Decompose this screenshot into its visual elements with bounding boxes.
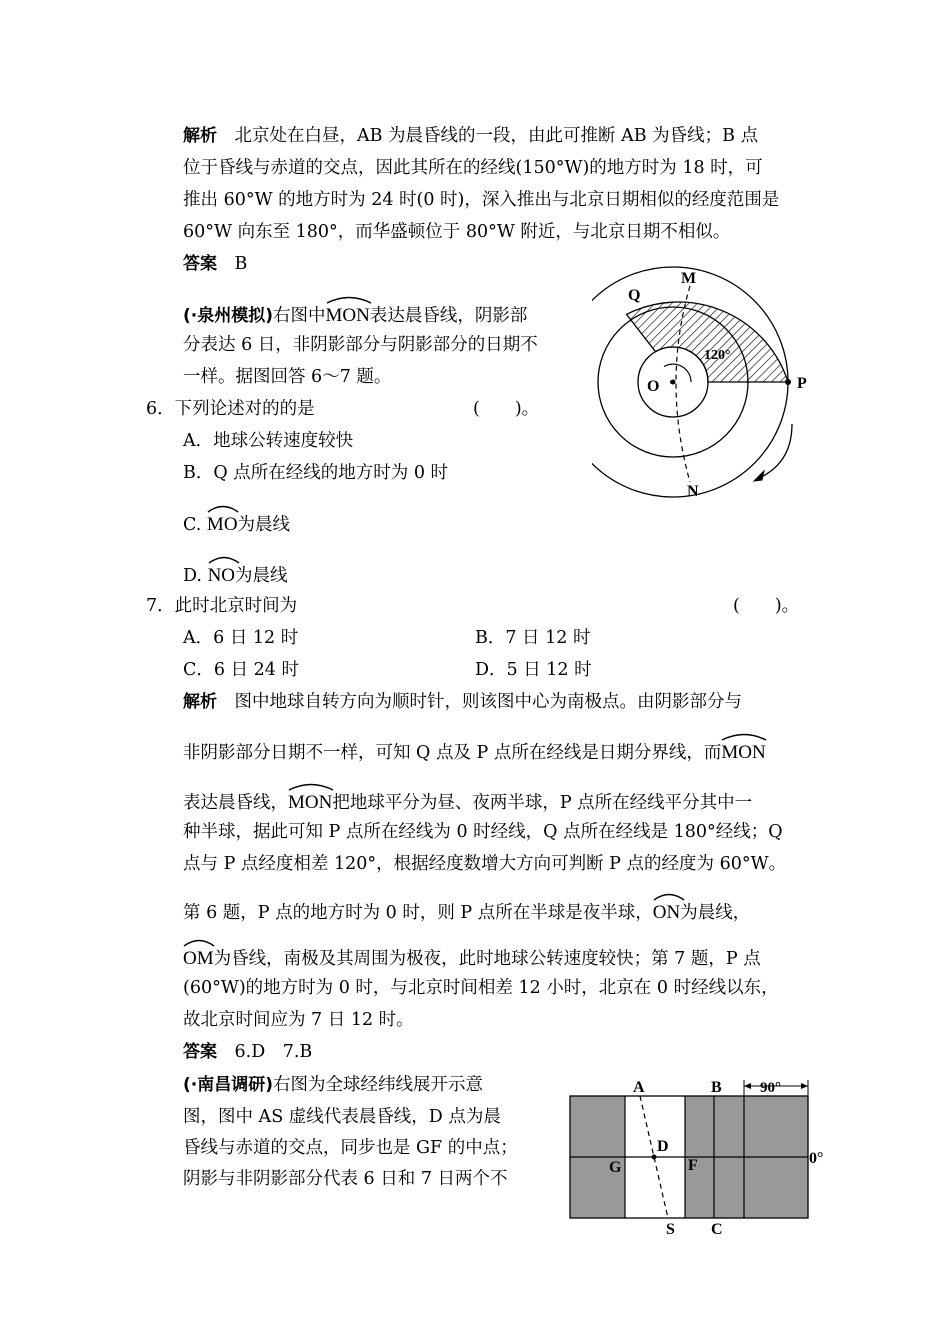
q6-option-d xyxy=(183,560,288,588)
arc-icon xyxy=(325,294,373,304)
answer-line-2 xyxy=(183,1040,312,1064)
arc-text: ON xyxy=(652,902,681,923)
analysis2-line-2 xyxy=(183,737,766,765)
answer-value: 6.D 7.B xyxy=(234,1042,313,1062)
arc-mo-label xyxy=(207,509,238,537)
arc-text: MO xyxy=(206,514,238,535)
analysis-line-3: 推出 60°W 的地方时为 24 时(0 时)，深入推出与北京日期相似的经度范围是 xyxy=(183,190,780,210)
arc-no-label xyxy=(208,560,235,588)
intro-line-1 xyxy=(183,300,527,328)
analysis-line-2: 位于昏线与赤道的交点，因此其所在的经线(150°W)的地方时为 18 时，可 xyxy=(183,158,763,178)
question-6-blank: ( )。 xyxy=(473,399,540,419)
option-letter: C. xyxy=(183,515,202,535)
answer-heading: 答案 xyxy=(183,254,217,274)
label-m: M xyxy=(681,270,697,287)
arc-text: MON xyxy=(325,305,370,326)
arc-icon xyxy=(207,554,241,564)
arc-icon xyxy=(182,937,216,947)
option-text: 为晨线 xyxy=(237,515,291,535)
arc-om-label xyxy=(183,943,214,971)
analysis-text: 表达晨昏线， xyxy=(183,793,288,813)
arc-icon xyxy=(206,503,240,513)
label-90: 90° xyxy=(760,1080,781,1096)
intro-text-b: 表达晨昏线，阴影部 xyxy=(369,306,528,326)
q7-option-b: B．7 日 12 时 xyxy=(475,628,591,648)
analysis2-line-7 xyxy=(183,943,761,971)
arc-text: NO xyxy=(207,565,236,586)
analysis-text: 图中地球自转方向为顺时针，则该图中心为南极点。由阴影部分与 xyxy=(234,692,742,712)
label-g: G xyxy=(609,1159,622,1176)
intro-line-2: 分表达 6 日，非阴影部分与阴影部分的日期不 xyxy=(183,335,538,355)
label-q: Q xyxy=(628,287,641,304)
point-p xyxy=(785,379,791,385)
intro2-line-3: 昏线与赤道的交点，同步也是 GF 的中点； xyxy=(183,1138,518,1158)
label-angle: 120° xyxy=(704,348,731,363)
arc-text: MON xyxy=(288,792,333,813)
q7-option-c: C．6 日 24 时 xyxy=(183,660,299,680)
analysis-text: 非阴影部分日期不一样，可知 Q 点及 P 点所在经线是日期分界线，而 xyxy=(183,743,722,763)
q6-option-a: A．地球公转速度较快 xyxy=(183,431,354,451)
analysis-text: 为晨线， xyxy=(680,903,751,923)
analysis-text: 把地球平分为昼、夜两半球，P 点所在经线平分其中一 xyxy=(332,793,753,813)
label-d: D xyxy=(657,1138,669,1155)
analysis2-line-3 xyxy=(183,787,752,815)
arc-icon xyxy=(287,781,335,791)
grid-diagram xyxy=(560,1072,840,1238)
arc-icon xyxy=(652,891,686,901)
analysis-line-4: 60°W 向东至 180°，而华盛顿位于 80°W 附近，与北京日期不相似。 xyxy=(183,222,731,242)
intro2-line-2: 图，图中 AS 虚线代表晨昏线，D 点为晨 xyxy=(183,1107,501,1127)
analysis2-line-9: 故北京时间应为 7 日 12 时。 xyxy=(183,1010,414,1030)
label-o: O xyxy=(647,378,660,395)
question-7-blank: ( )。 xyxy=(733,596,800,616)
analysis2-line-8: (60°W)的地方时为 0 时，与北京时间相差 12 小时，北京在 0 时经线以东， xyxy=(183,978,779,998)
arc-text: MON xyxy=(721,742,766,763)
label-a: A xyxy=(633,1079,645,1096)
q7-option-d: D．5 日 12 时 xyxy=(475,660,592,680)
arc-icon xyxy=(720,731,768,741)
analysis2-line-4: 种半球，据此可知 P 点所在经线为 0 时经线，Q 点所在经线是 180°经线；Q xyxy=(183,822,783,842)
arc-mon-label xyxy=(326,300,370,328)
question-6-stem: 6．下列论述对的的是 xyxy=(146,399,315,419)
label-c: C xyxy=(711,1221,723,1238)
point-d xyxy=(652,1155,657,1160)
source-label: (·南昌调研) xyxy=(183,1075,273,1095)
arc-text: OM xyxy=(183,948,214,969)
analysis2-line-5: 点与 P 点经度相差 120°，根据经度数增大方向可判断 P 点的经度为 60°W。 xyxy=(183,854,787,874)
label-f: F xyxy=(688,1157,698,1174)
answer-line-1 xyxy=(183,252,247,276)
analysis-line-1 xyxy=(183,124,758,148)
analysis-text: 第 6 题，P 点的地方时为 0 时，则 P 点所在半球是夜半球， xyxy=(183,903,653,923)
shaded-sector xyxy=(627,302,789,382)
q6-option-b: B．Q 点所在经线的地方时为 0 时 xyxy=(183,463,449,483)
analysis2-line-6 xyxy=(183,897,750,925)
label-s: S xyxy=(666,1221,675,1238)
analysis2-line-1 xyxy=(183,690,742,714)
q7-option-a: A．6 日 12 时 xyxy=(183,628,299,648)
analysis-heading: 解析 xyxy=(183,692,217,712)
answer-heading: 答案 xyxy=(183,1042,217,1062)
source-label: (·泉州模拟) xyxy=(183,306,273,326)
question-7-stem: 7．此时北京时间为 xyxy=(146,596,298,616)
intro2-line-1 xyxy=(183,1073,483,1097)
rotation-arrow-icon xyxy=(757,424,792,479)
dim-arrow-left-icon xyxy=(744,1083,751,1089)
point-o xyxy=(670,380,674,384)
answer-value: B xyxy=(234,254,248,274)
angle-arc xyxy=(664,364,691,382)
analysis-text: 北京处在白昼，AB 为晨昏线的一段，由此可推断 AB 为昏线；B 点 xyxy=(234,126,759,146)
arc-mon-label xyxy=(288,787,332,815)
polar-diagram xyxy=(592,264,812,504)
dim-arrow-right-icon xyxy=(801,1083,808,1089)
intro-text: 右图为全球经纬线展开示意 xyxy=(273,1075,483,1095)
analysis-heading: 解析 xyxy=(183,126,217,146)
option-letter: D. xyxy=(183,566,202,586)
label-n: N xyxy=(687,483,699,500)
intro2-line-4: 阴影与非阴影部分代表 6 日和 7 日两个不 xyxy=(183,1169,508,1189)
label-p: P xyxy=(797,375,807,392)
q6-option-c xyxy=(183,509,290,537)
analysis-text: 为昏线，南极及其周围为极夜，此时地球公转速度较快；第 7 题，P 点 xyxy=(213,949,761,969)
arrow-head-icon xyxy=(754,471,764,481)
label-b: B xyxy=(711,1079,722,1096)
intro-line-3: 一样。据图回答 6～7 题。 xyxy=(183,367,392,387)
arc-on-label xyxy=(653,897,680,925)
intro-text-a: 右图中 xyxy=(273,306,326,326)
label-equator: 0° xyxy=(809,1150,824,1167)
arc-mon-label xyxy=(721,737,765,765)
option-text: 为晨线 xyxy=(235,566,288,586)
